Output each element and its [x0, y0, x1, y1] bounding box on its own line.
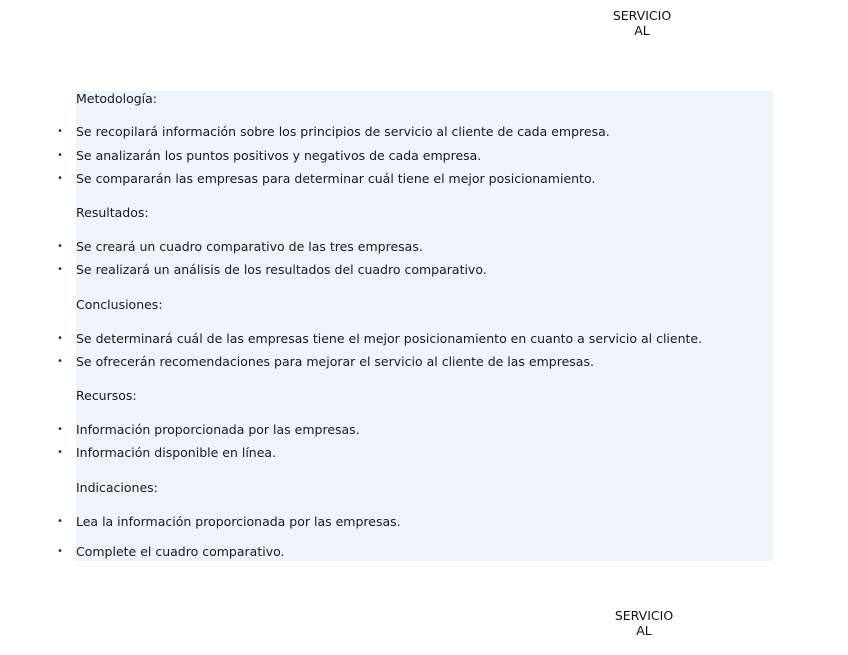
bullet-icon: • [57, 546, 63, 557]
bullet-icon: • [57, 241, 63, 252]
header-line-1: SERVICIO [612, 8, 672, 23]
bullet-icon: • [57, 516, 63, 527]
bullet-icon: • [57, 356, 63, 367]
bullet-icon: • [57, 173, 63, 184]
content-panel: Metodología: • Se recopilará información sobre los principios de servicio al cliente de cada empresa. • Se analizarán los puntos positivos y negativos de cada empresa. • Se compararán las empresas para determinar cuál tiene el mejor posicionamiento. Resultados: • Se creará un cuadro comparativo de las tres empresas. • Se realizará un análisis de los resultados del cuadro comparativo. Conclusiones: • Se determinará cuál de las empresas tiene el mejor posicionamiento en cuanto a servicio al cliente. • Se ofrecerán recomendaciones para mejorar el servicio al cliente de las empresas. Recursos: • Información proporcionada por las empresas. • Información disponible en línea. Indicaciones: • Lea la información proporcionada por las empresas. • Complete el cuadro comparativo. [56, 91, 773, 561]
bullet-icon: • [57, 333, 63, 344]
footer-line-1: SERVICIO [614, 608, 674, 623]
page-footer [602, 608, 686, 638]
bullet-icon: • [57, 150, 63, 161]
bullet-icon: • [57, 126, 63, 137]
bullet-icon: • [57, 447, 63, 458]
bullet-icon: • [57, 424, 63, 435]
footer-line-2: AL [636, 623, 652, 638]
bullet-icon: • [57, 264, 63, 275]
page-header [600, 8, 684, 38]
header-line-2: AL [634, 23, 650, 38]
